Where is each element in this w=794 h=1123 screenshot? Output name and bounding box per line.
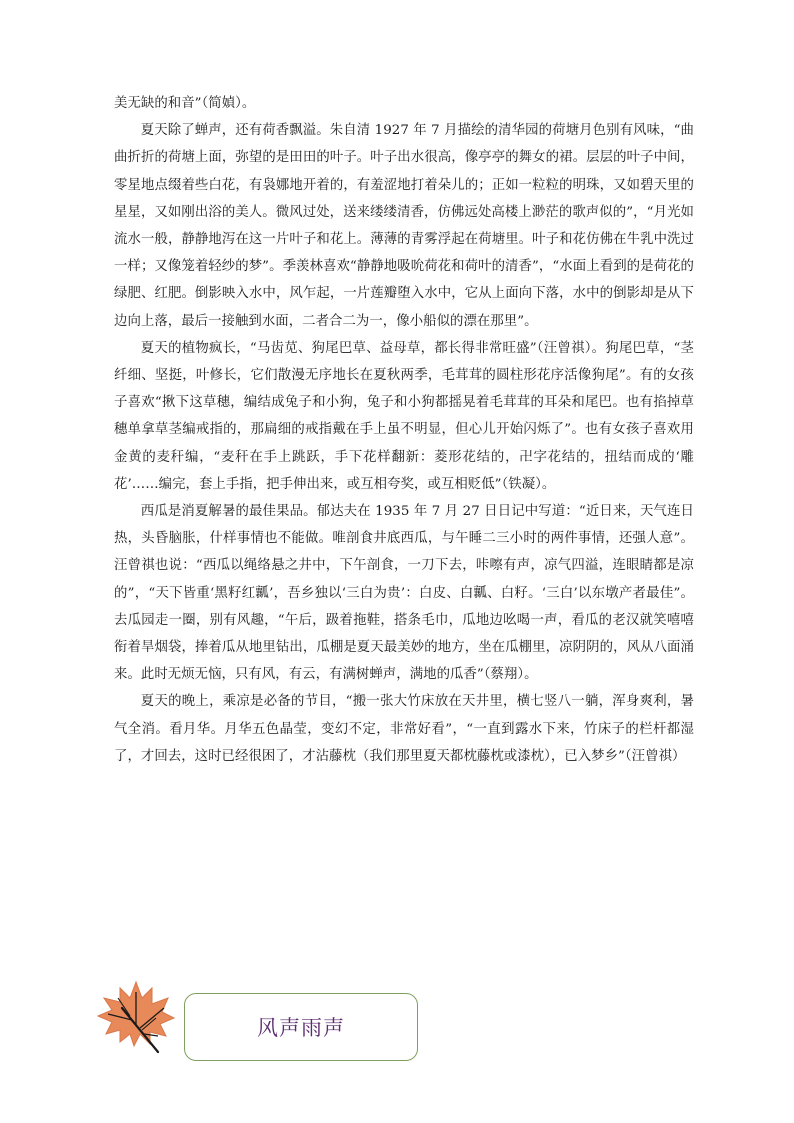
paragraph-summer-night: 夏天的晚上，乘凉是必备的节目，“搬一张大竹床放在天井里，横七竖八一躺，浑身爽利，暑气全消。看月华。月华五色晶莹，变幻不定，非常好看”，“一直到露水下来，竹床子的栏杆都湿了，才回去，这时已经很困了，才沾藤枕（我们那里夏天都枕藤枕或漆枕），已入梦乡”（汪曾祺） [114, 694, 694, 764]
paragraph-watermelon: 西瓜是消夏解暑的最佳果品。郁达夫在 1935 年 7 月 27 日日记中写道：“近日来，天气连日热，头昏脑胀，什样事情也不能做。唯剖食井底西瓜，与午睡二三小时的两件事情，还强人意”。汪曾祺也说：“西瓜以绳络悬之井中，下午剖食，一刀下去，咔嚓有声，凉气四溢，连眼睛都是凉的”，“天下皆重‘黑籽红瓤’，吾乡独以‘三白为贵’：白皮、白瓤、白籽。‘三白’以东墩产者最佳”。去瓜园走一圈，别有风趣，“午后，趿着拖鞋，搭条毛巾，瓜地边吆喝一声，看瓜的老汉就笑嘻嘻衔着旱烟袋，捧着瓜从地里钻出，瓜棚是夏天最美妙的地方，坐在瓜棚里，凉阴阴的，风从八面涌来。此时无烦无恼，只有风，有云，有满树蝉声，满地的瓜香”（蔡翔）。 [114, 504, 694, 683]
paragraph-lotus: 夏天除了蝉声，还有荷香飘溢。朱自清 1927 年 7 月描绘的清华园的荷塘月色别有风味，“曲曲折折的荷塘上面，弥望的是田田的叶子。叶子出水很高，像亭亭的舞女的裙。层层的叶子中间，零星地点缀着些白花，有袅娜地开着的，有羞涩地打着朵儿的；正如一粒粒的明珠，又如碧天里的星星，又如刚出浴的美人。微风过处，送来缕缕清香，仿佛远处高楼上渺茫的歌声似的”，“月光如流水一般，静静地泻在这一片叶子和花上。薄薄的青雾浮起在荷塘里。叶子和花仿佛在牛乳中洗过一样；又像笼着轻纱的梦”。季羡林喜欢“静静地吸吮荷花和荷叶的清香”，“水面上看到的是荷花的绿肥、红肥。倒影映入水中，风乍起，一片莲瓣堕入水中，它从上面向下落，水中的倒影却是从下边向上落，最后一接触到水面，二者合二为一，像小船似的漂在那里”。 [114, 123, 694, 329]
paragraph-continuation: 美无缺的和音”（简媜）。 [114, 96, 256, 111]
section-title: 风声雨声 [257, 1016, 345, 1040]
maple-leaf-icon [92, 978, 176, 1058]
section-heading-box [184, 993, 418, 1061]
article-body [114, 90, 694, 770]
paragraph-plants: 夏天的植物疯长，“马齿苋、狗尾巴草、益母草，都长得非常旺盛”（汪曾祺）。狗尾巴草，“茎纤细、坚挺，叶修长，它们散漫无序地长在夏秋两季，毛茸茸的圆柱形花序活像狗尾”。有的女孩子喜欢“揪下这草穗，编结成兔子和小狗，兔子和小狗都摇晃着毛茸茸的耳朵和尾巴。也有掐掉草穗单拿草茎编戒指的，那扁细的戒指戴在手上虽不明显，但心儿开始闪烁了”。也有女孩子喜欢用金黄的麦秆编，“麦秆在手上跳跃，手下花样翻新：菱形花结的，卍字花结的，扭结而成的‘雕花’……编完，套上手指，把手伸出来，或互相夸奖，或互相贬低”（铁凝）。 [114, 340, 694, 492]
